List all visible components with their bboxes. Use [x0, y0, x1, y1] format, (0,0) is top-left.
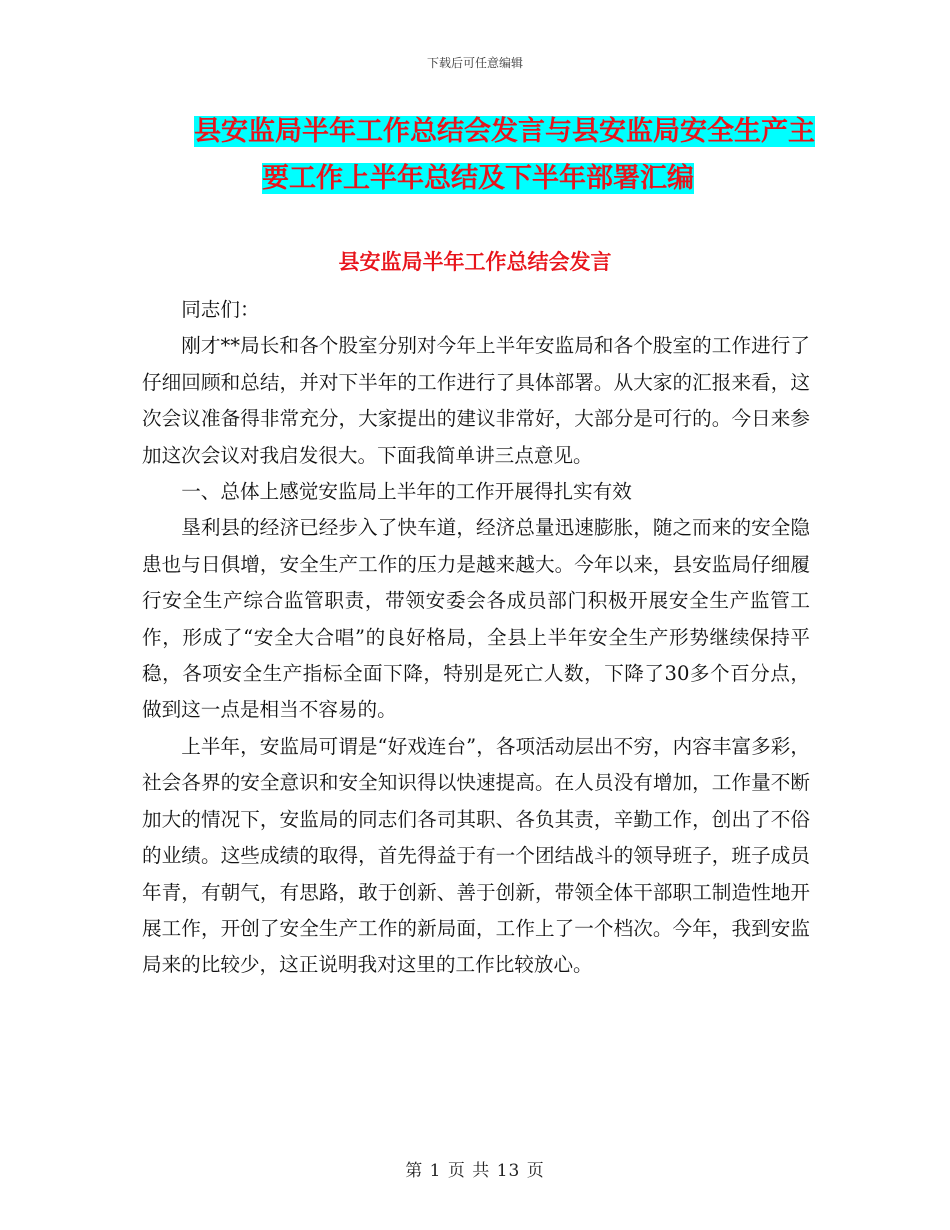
paragraph-economy: 垦利县的经济已经步入了快车道，经济总量迅速膨胀，随之而来的安全隐患也与日俱增，安全生产工作的压力是越来越大。今年以来，县安监局仔细履行安全生产综合监管职责，带领安委会各成员部门积极开展安全生产监管工作，形成了“安全大合唱”的良好格局，全县上半年安全生产形势继续保持平稳，各项安全生产指标全面下降，特别是死亡人数，下降了30多个百分点，做到这一点是相当不容易的。 — [142, 516, 810, 722]
document-title-line-2: 要工作上半年总结及下半年部署汇编 — [262, 163, 694, 194]
paragraph-heading-1: 一、总体上感觉安监局上半年的工作开展得扎实有效 — [181, 480, 632, 504]
page-footer: 第 1 页 共 13 页 — [405, 1161, 545, 1181]
paragraph-achievements: 上半年，安监局可谓是“好戏连台”，各项活动层出不穷，内容丰富多彩，社会各界的安全意识和安全知识得以快速提高。在人员没有增加，工作量不断加大的情况下，安监局的同志们各司其职、各负其责，辛勤工作，创出了不俗的业绩。这些成绩的取得，首先得益于有一个团结战斗的领导班子，班子成员年青，有朝气，有思路，敢于创新、善于创新，带领全体干部职工制造性地开展工作，开创了安全生产工作的新局面，工作上了一个档次。今年，我到安监局来的比较少，这正说明我对这里的工作比较放心。 — [142, 734, 810, 977]
paragraph-salutation: 同志们： — [181, 298, 260, 321]
document-title — [140, 108, 830, 202]
paragraph-intro: 刚才**局长和各个股室分别对今年上半年安监局和各个股室的工作进行了仔细回顾和总结，并对下半年的工作进行了具体部署。从大家的汇报来看，这次会议准备得非常充分，大家提出的建议非常好，大部分是可行的。今日来参加这次会议对我启发很大。下面我简单讲三点意见。 — [142, 334, 810, 467]
document-title-line-1: 县安监局半年工作总结会发言与县安监局安全生产主 — [194, 116, 815, 147]
body-text — [142, 292, 810, 984]
section-title: 县安监局半年工作总结会发言 — [338, 250, 612, 274]
header-note: 下载后可任意编辑 — [426, 56, 523, 70]
